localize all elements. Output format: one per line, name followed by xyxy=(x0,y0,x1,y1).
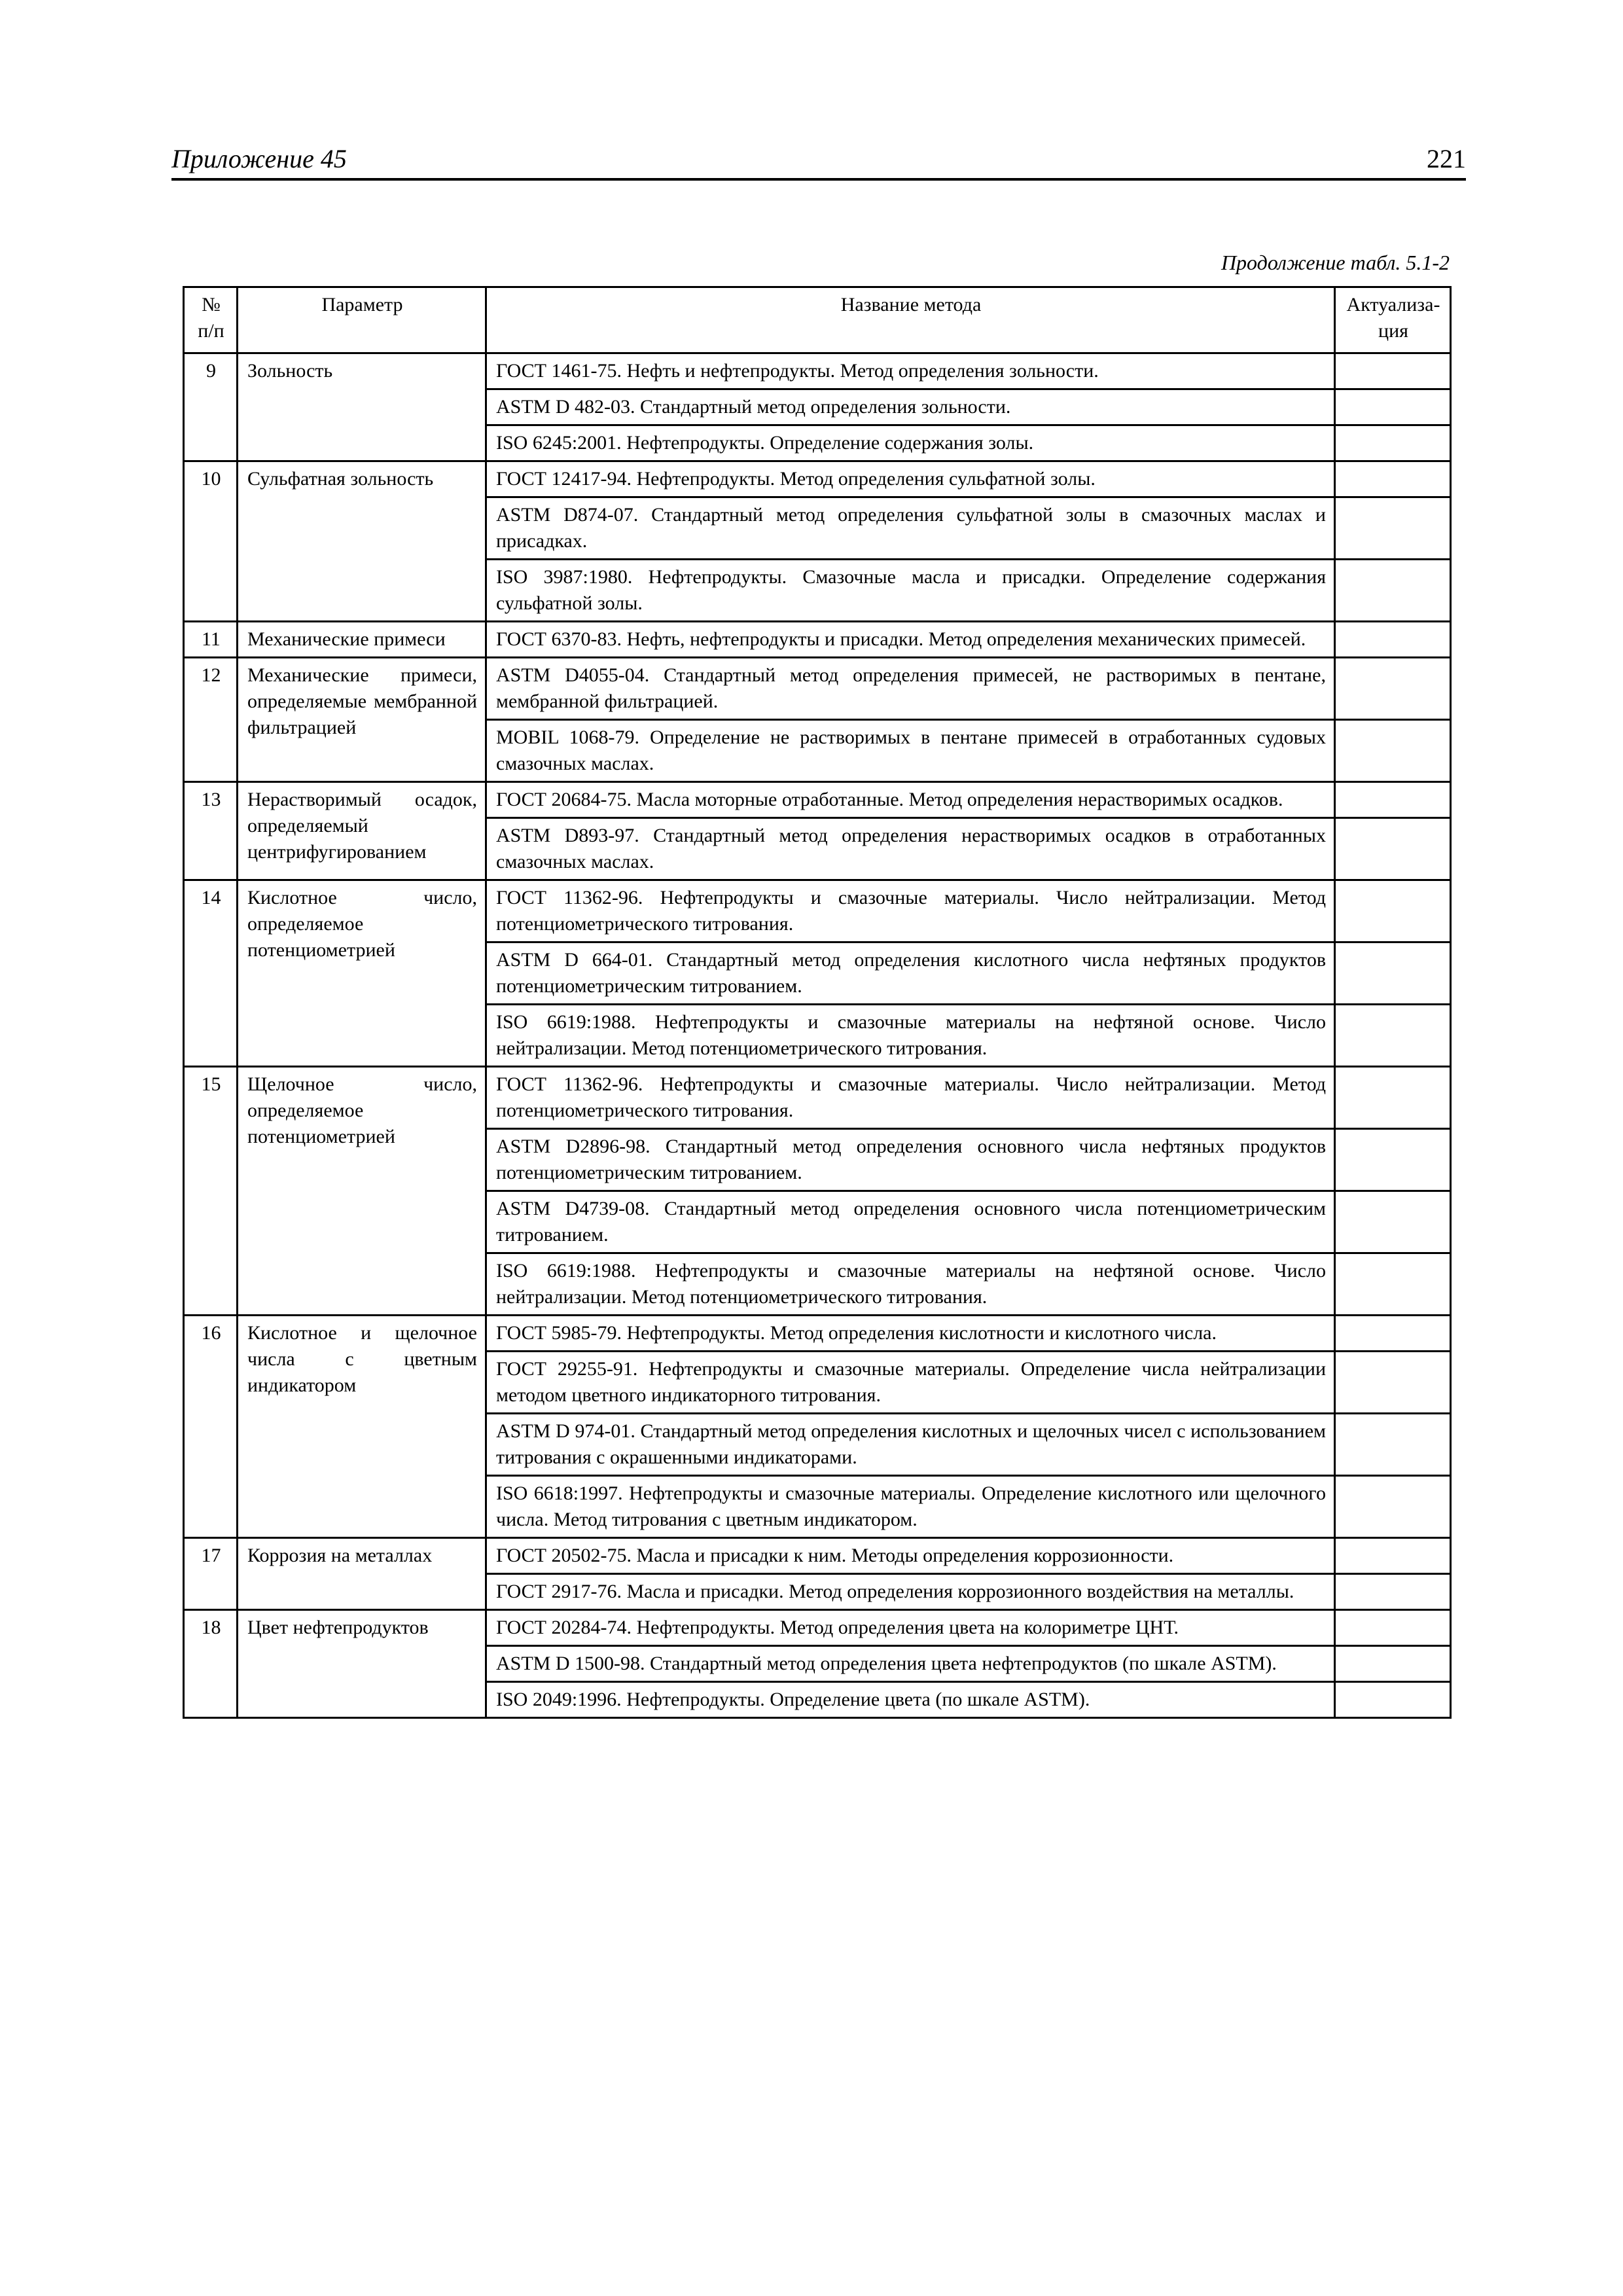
table-row xyxy=(184,1067,1451,1129)
method-cell: ГОСТ 11362-96. Нефтепродукты и смазочные материалы. Число нейтрализации. Метод потенциометрического титрования. xyxy=(486,880,1335,942)
actualization-cell xyxy=(1335,1352,1451,1414)
table-body xyxy=(184,353,1451,1718)
actualization-cell xyxy=(1335,1191,1451,1253)
method-cell: ГОСТ 29255-91. Нефтепродукты и смазочные материалы. Определение числа нейтрализации методом цветного индикаторного титрования. xyxy=(486,1352,1335,1414)
actualization-cell xyxy=(1335,1067,1451,1129)
header-method: Название метода xyxy=(486,287,1335,353)
method-cell: ISO 3987:1980. Нефтепродукты. Смазочные масла и присадки. Определение содержания сульфатной золы. xyxy=(486,560,1335,622)
table-header-row xyxy=(184,287,1451,353)
header-actual: Актуализа-ция xyxy=(1335,287,1451,353)
parameter-cell: Цвет нефтепродуктов xyxy=(238,1610,486,1718)
method-cell: ГОСТ 11362-96. Нефтепродукты и смазочные материалы. Число нейтрализации. Метод потенциометрического титрования. xyxy=(486,1067,1335,1129)
method-cell: ISO 6619:1988. Нефтепродукты и смазочные материалы на нефтяной основе. Число нейтрализации. Метод потенциометрического титрования. xyxy=(486,1005,1335,1067)
parameter-cell: Кислотное и щелочное числа с цветным индикатором xyxy=(238,1316,486,1538)
method-cell: ГОСТ 20684-75. Масла моторные отработанные. Метод определения нерастворимых осадков. xyxy=(486,782,1335,818)
actualization-cell xyxy=(1335,1682,1451,1718)
method-cell: ISO 6618:1997. Нефтепродукты и смазочные материалы. Определение кислотного или щелочного числа. Метод титрования с цветным индикатором. xyxy=(486,1476,1335,1538)
actualization-cell xyxy=(1335,461,1451,497)
method-cell: ГОСТ 1461-75. Нефть и нефтепродукты. Метод определения зольности. xyxy=(486,353,1335,389)
method-cell: ГОСТ 12417-94. Нефтепродукты. Метод определения сульфатной золы. xyxy=(486,461,1335,497)
method-cell: ASTM D4055-04. Стандартный метод определения примесей, не растворимых в пентане, мембранной фильтрацией. xyxy=(486,658,1335,720)
method-cell: ISO 6619:1988. Нефтепродукты и смазочные материалы на нефтяной основе. Число нейтрализации. Метод потенциометрического титрования. xyxy=(486,1253,1335,1316)
actualization-cell xyxy=(1335,782,1451,818)
header-num: № п/п xyxy=(184,287,238,353)
header-param: Параметр xyxy=(238,287,486,353)
actualization-cell xyxy=(1335,1253,1451,1316)
row-number: 15 xyxy=(184,1067,238,1316)
actualization-cell xyxy=(1335,353,1451,389)
row-number: 10 xyxy=(184,461,238,622)
method-cell: ASTM D 1500-98. Стандартный метод определения цвета нефтепродуктов (по шкале ASTM). xyxy=(486,1646,1335,1682)
table-caption: Продолжение табл. 5.1-2 xyxy=(1221,251,1450,274)
parameter-cell: Механические примеси xyxy=(238,622,486,658)
actualization-cell xyxy=(1335,942,1451,1005)
header-title: Приложение 45 xyxy=(171,144,347,173)
actualization-cell xyxy=(1335,622,1451,658)
method-cell: ASTM D 482-03. Стандартный метод определения зольности. xyxy=(486,389,1335,425)
actualization-cell xyxy=(1335,1574,1451,1610)
actualization-cell xyxy=(1335,1129,1451,1191)
actualization-cell xyxy=(1335,425,1451,461)
actualization-cell xyxy=(1335,658,1451,720)
actualization-cell xyxy=(1335,1610,1451,1646)
actualization-cell xyxy=(1335,1316,1451,1352)
actualization-cell xyxy=(1335,1476,1451,1538)
row-number: 14 xyxy=(184,880,238,1067)
method-cell: ГОСТ 5985-79. Нефтепродукты. Метод определения кислотности и кислотного числа. xyxy=(486,1316,1335,1352)
table-row xyxy=(184,353,1451,389)
row-number: 11 xyxy=(184,622,238,658)
table-row xyxy=(184,461,1451,497)
row-number: 16 xyxy=(184,1316,238,1538)
table-row xyxy=(184,658,1451,720)
parameter-cell: Кислотное число, определяемое потенциометрией xyxy=(238,880,486,1067)
table-row xyxy=(184,1610,1451,1646)
actualization-cell xyxy=(1335,1414,1451,1476)
actualization-cell xyxy=(1335,1005,1451,1067)
method-cell: ASTM D893-97. Стандартный метод определения нерастворимых осадков в отработанных смазочных маслах. xyxy=(486,818,1335,880)
method-cell: ASTM D874-07. Стандартный метод определения сульфатной золы в смазочных маслах и присадках. xyxy=(486,497,1335,560)
actualization-cell xyxy=(1335,818,1451,880)
actualization-cell xyxy=(1335,389,1451,425)
parameter-cell: Нерастворимый осадок, определяемый центрифугированием xyxy=(238,782,486,880)
method-cell: ГОСТ 6370-83. Нефть, нефтепродукты и присадки. Метод определения механических примесей. xyxy=(486,622,1335,658)
method-cell: ГОСТ 20284-74. Нефтепродукты. Метод определения цвета на колориметре ЦНТ. xyxy=(486,1610,1335,1646)
parameter-cell: Зольность xyxy=(238,353,486,461)
page-number: 221 xyxy=(1427,144,1466,173)
row-number: 18 xyxy=(184,1610,238,1718)
row-number: 9 xyxy=(184,353,238,461)
method-cell: ISO 6245:2001. Нефтепродукты. Определение содержания золы. xyxy=(486,425,1335,461)
method-cell: ASTM D2896-98. Стандартный метод определения основного числа нефтяных продуктов потенциометрическим титрованием. xyxy=(486,1129,1335,1191)
actualization-cell xyxy=(1335,880,1451,942)
method-cell: ISO 2049:1996. Нефтепродукты. Определение цвета (по шкале ASTM). xyxy=(486,1682,1335,1718)
page-header xyxy=(171,143,1466,181)
actualization-cell xyxy=(1335,1646,1451,1682)
actualization-cell xyxy=(1335,720,1451,782)
row-number: 12 xyxy=(184,658,238,782)
table-row xyxy=(184,880,1451,942)
method-cell: ГОСТ 2917-76. Масла и присадки. Метод определения коррозионного воздействия на металлы. xyxy=(486,1574,1335,1610)
method-cell: MOBIL 1068-79. Определение не растворимых в пентане примесей в отработанных судовых смазочных маслах. xyxy=(486,720,1335,782)
method-cell: ASTM D 664-01. Стандартный метод определения кислотного числа нефтяных продуктов потенциометрическим титрованием. xyxy=(486,942,1335,1005)
table-row xyxy=(184,622,1451,658)
methods-table xyxy=(183,286,1452,1719)
parameter-cell: Коррозия на металлах xyxy=(238,1538,486,1610)
table-row xyxy=(184,1538,1451,1574)
row-number: 17 xyxy=(184,1538,238,1610)
method-cell: ASTM D4739-08. Стандартный метод определения основного числа потенциометрическим титрованием. xyxy=(486,1191,1335,1253)
parameter-cell: Сульфатная зольность xyxy=(238,461,486,622)
actualization-cell xyxy=(1335,497,1451,560)
method-cell: ГОСТ 20502-75. Масла и присадки к ним. Методы определения коррозионности. xyxy=(486,1538,1335,1574)
actualization-cell xyxy=(1335,1538,1451,1574)
method-cell: ASTM D 974-01. Стандартный метод определения кислотных и щелочных чисел с использованием титрования с окрашенными индикаторами. xyxy=(486,1414,1335,1476)
parameter-cell: Механические примеси, определяемые мембранной фильтрацией xyxy=(238,658,486,782)
table-row xyxy=(184,1316,1451,1352)
actualization-cell xyxy=(1335,560,1451,622)
row-number: 13 xyxy=(184,782,238,880)
table-row xyxy=(184,782,1451,818)
parameter-cell: Щелочное число, определяемое потенциометрией xyxy=(238,1067,486,1316)
